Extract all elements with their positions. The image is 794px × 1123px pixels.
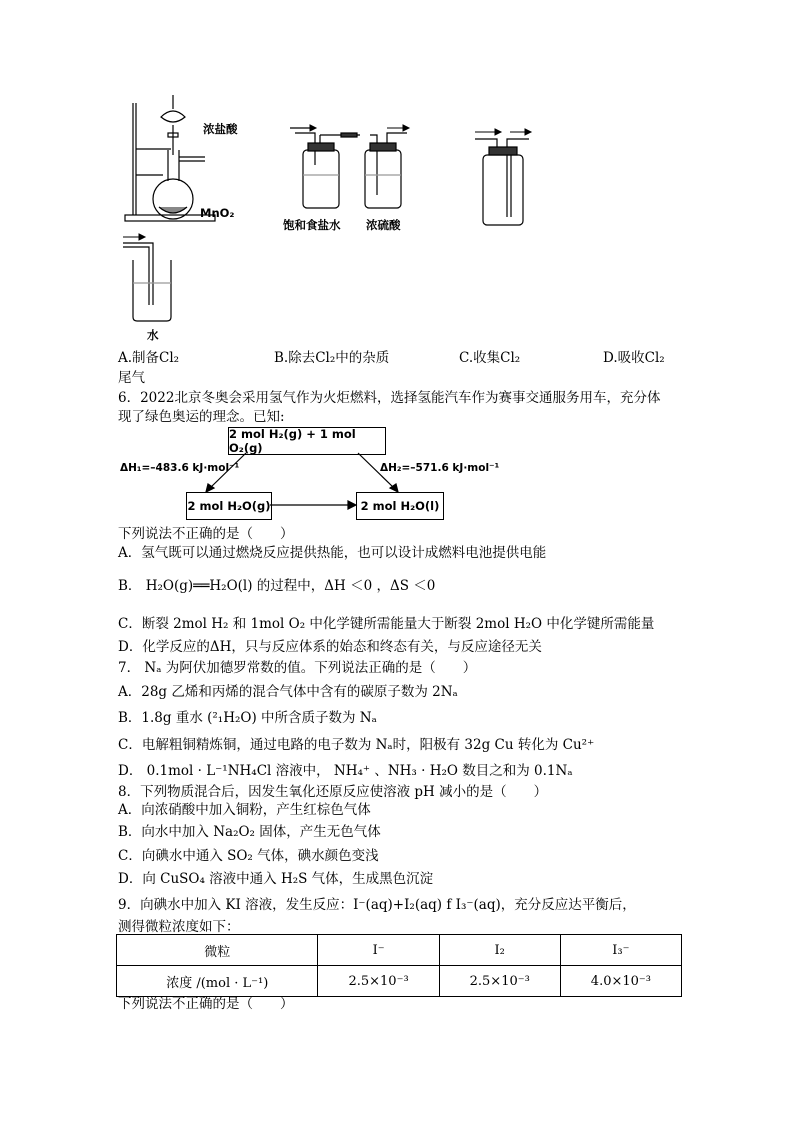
q5-option-c: C.收集Cl₂ [459,350,521,366]
q5-option-d-cont: 尾气 [118,370,145,386]
delta-h2-label: ΔH₂=–571.6 kJ·mol⁻¹ [380,462,500,474]
label-hcl: 浓盐酸 [203,122,238,136]
q8-option-b: B．向水中加入 Na₂O₂ 固体，产生无色气体 [118,824,381,840]
q5-option-d: D.吸收Cl₂ [603,350,665,366]
q8-option-d: D．向 CuSO₄ 溶液中通入 H₂S 气体，生成黑色沉淀 [118,871,434,887]
q7-option-c: C．电解粗铜精炼铜，通过电路的电子数为 Nₐ时，阳极有 32g Cu 转化为 Cu²⁺ [118,737,595,753]
q5-option-a: A.制备Cl₂ [118,350,180,366]
q7-option-b: B．1.8g 重水 (²₁H₂O) 中所含质子数为 Nₐ [118,710,377,726]
q6-question: 下列说法不正确的是（ ） [118,526,294,542]
enthalpy-cycle-arrows [180,440,460,510]
collection-bottle [475,139,529,225]
q9-question: 下列说法不正确的是（ ） [118,996,294,1012]
table-header-row [117,935,682,966]
table-cell: 2.5×10⁻³ [439,966,560,997]
q6-option-d: D．化学反应的ΔH，只与反应体系的始态和终态有关，与反应途径无关 [118,639,542,655]
q7-option-a: A．28g 乙烯和丙烯的混合气体中含有的碳原子数为 2Nₐ [118,684,458,700]
table-cell: 2.5×10⁻³ [318,966,439,997]
q9-stem-line2: 测得微粒浓度如下： [118,919,240,935]
chlorine-generator-apparatus [125,95,215,221]
table-header-cell: I⁻ [318,935,439,966]
q8-option-a: A．向浓硝酸中加入铜粉，产生红棕色气体 [118,802,371,818]
q5-option-b: B.除去Cl₂中的杂质 [274,350,390,366]
concentration-table [116,934,682,997]
label-water: 水 [147,328,159,342]
table-cell: 4.0×10⁻³ [560,966,681,997]
label-mno2: MnO₂ [200,206,235,220]
enthalpy-box-gas: 2 mol H₂O(g) [186,492,272,520]
table-cell: 浓度 /(mol · L⁻¹) [117,966,318,997]
q9-stem-line1: 9．向碘水中加入 KI 溶液，发生反应：I⁻(aq)+I₂(aq) f I₃⁻(aq)，充分反应达平衡后， [118,897,636,913]
table-header-cell: I₃⁻ [560,935,681,966]
q6-option-a: A．氢气既可以通过燃烧反应提供热能，也可以设计成燃料电池提供电能 [118,545,547,561]
q6-stem-line1: 6．2022北京冬奥会采用氢气作为火炬燃料，选择氢能汽车作为赛事交通服务用车，充分体 [118,390,661,406]
delta-h1-label: ΔH₁=–483.6 kJ·mol⁻¹ [120,462,240,474]
q7-option-d: D． 0.1mol · L⁻¹NH₄Cl 溶液中， NH₄⁺ 、NH₃ · H₂O 数目之和为 0.1Nₐ [118,763,573,779]
table-header-cell: 微粒 [117,935,318,966]
label-h2so4: 浓硫酸 [366,218,401,232]
absorption-beaker [123,243,171,321]
label-brine: 饱和食盐水 [283,218,341,232]
table-header-cell: I₂ [439,935,560,966]
q8-stem: 8．下列物质混合后，因发生氧化还原反应使溶液 pH 减小的是（ ） [118,784,548,800]
wash-bottles [290,128,407,208]
q7-stem: 7． Nₐ 为阿伏加德罗常数的值。下列说法正确的是（ ） [118,660,477,676]
enthalpy-box-reactants: 2 mol H₂(g) + 1 mol O₂(g) [228,427,386,455]
q6-option-c: C．断裂 2mol H₂ 和 1mol O₂ 中化学键所需能量大于断裂 2mol H₂O 中化学键所需能量 [118,616,655,632]
enthalpy-box-liquid: 2 mol H₂O(l) [356,492,444,520]
q6-stem-line2: 现了绿色奥运的理念。已知: [118,409,285,425]
q8-option-c: C．向碘水中通入 SO₂ 气体，碘水颜色变浅 [118,848,379,864]
q6-option-b: B． H₂O(g)══H₂O(l) 的过程中，ΔH ＜0 ，ΔS ＜0 [118,578,436,594]
